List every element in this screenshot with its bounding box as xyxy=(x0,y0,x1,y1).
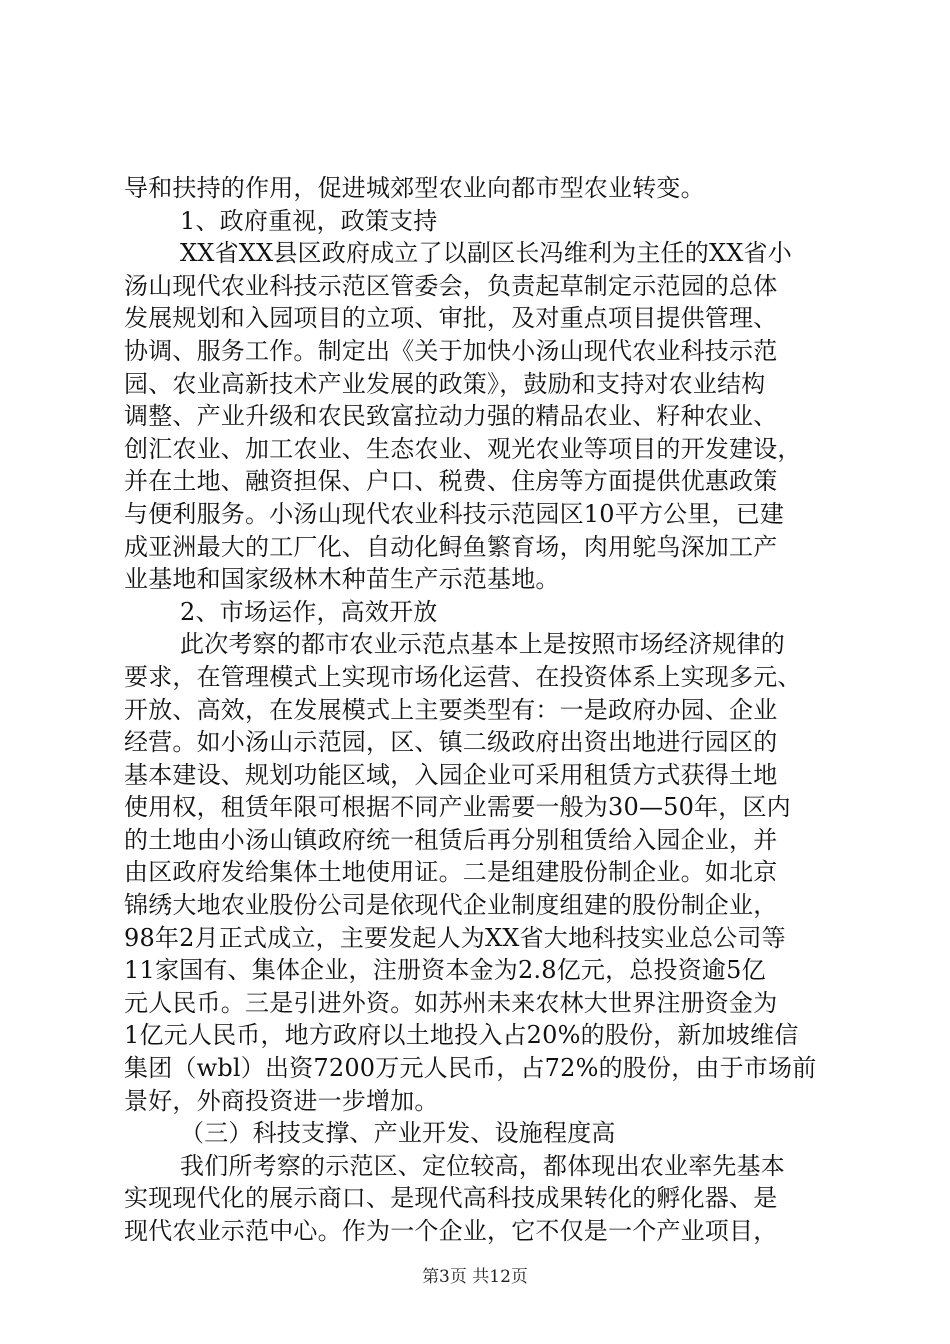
page-footer: 第3页 共12页 xyxy=(422,1267,528,1287)
document-body xyxy=(124,172,830,1248)
text-line: 基本建设、规划功能区域，入园企业可采用租赁方式获得土地 xyxy=(124,760,778,789)
text-line: 并在土地、融资担保、户口、税费、住房等方面提供优惠政策 xyxy=(124,467,778,496)
text-line: 创汇农业、加工农业、生态农业、观光农业等项目的开发建设， xyxy=(124,434,802,463)
text-line: 使用权，租赁年限可根据不同产业需要一般为30—50年，区内 xyxy=(124,793,791,822)
text-line: 景好，外商投资进一步增加。 xyxy=(124,1086,439,1115)
text-line: 开放、高效，在发展模式上主要类型有：一是政府办园、企业 xyxy=(124,695,778,724)
text-line: 锦绣大地农业股份公司是依现代企业制度组建的股份制企业， xyxy=(124,891,778,920)
text-line: 园、农业高新技术产业发展的政策》，鼓励和支持对农业结构 xyxy=(124,369,766,398)
text-line: XX省XX县区政府成立了以副区长冯维利为主任的XX省小 xyxy=(180,239,792,268)
text-line: 元人民币。三是引进外资。如苏州未来农林大世界注册资金为 xyxy=(124,988,778,1017)
text-line: 经营。如小汤山示范园，区、镇二级政府出资出地进行园区的 xyxy=(124,728,778,757)
text-line: 1亿元人民币，地方政府以土地投入占20%的股份，新加坡维信 xyxy=(124,1021,799,1050)
text-line: 此次考察的都市农业示范点基本上是按照市场经济规律的 xyxy=(180,630,785,659)
text-line: 导和扶持的作用，促进城郊型农业向都市型农业转变。 xyxy=(124,174,705,202)
text-line: 98年2月正式成立，主要发起人为XX省大地科技实业总公司等 xyxy=(124,923,786,952)
text-line: 实现现代化的展示商口、是现代高科技成果转化的孵化器、是 xyxy=(124,1184,778,1213)
text-line: 2、市场运作，高效开放 xyxy=(180,597,438,626)
text-line: 与便利服务。小汤山现代农业科技示范园区10平方公里，已建 xyxy=(124,499,785,528)
text-line: 协调、服务工作。制定出《关于加快小汤山现代农业科技示范 xyxy=(124,336,778,365)
text-line: 调整、产业升级和农民致富拉动力强的精品农业、籽种农业、 xyxy=(124,402,778,431)
text-line: 我们所考察的示范区、定位较高，都体现出农业率先基本 xyxy=(180,1151,785,1180)
text-line: 现代农业示范中心。作为一个企业，它不仅是一个产业项目， xyxy=(124,1217,778,1245)
text-line: 11家国有、集体企业，注册资本金为2.8亿元，总投资逾5亿 xyxy=(124,956,766,985)
text-line: 集团（wbl）出资7200万元人民币，占72%的股份，由于市场前 xyxy=(124,1054,817,1083)
text-line: 业基地和国家级林木种苗生产示范基地。 xyxy=(124,565,560,594)
text-line: 的土地由小汤山镇政府统一租赁后再分别租赁给入园企业，并 xyxy=(124,825,778,854)
text-line: 汤山现代农业科技示范区管委会，负责起草制定示范园的总体 xyxy=(124,271,778,300)
text-line: 1、政府重视，政策支持 xyxy=(180,206,438,235)
text-line: 由区政府发给集体土地使用证。二是组建股份制企业。如北京 xyxy=(124,858,778,887)
text-line: 发展规划和入园项目的立项、审批，及对重点项目提供管理、 xyxy=(124,304,778,333)
text-line: 要求，在管理模式上实现市场化运营、在投资体系上实现多元、 xyxy=(124,662,802,691)
text-line: （三）科技支撑、产业开发、设施程度高 xyxy=(180,1119,616,1148)
text-line: 成亚洲最大的工厂化、自动化鲟鱼繁育场，肉用鸵鸟深加工产 xyxy=(124,532,778,561)
